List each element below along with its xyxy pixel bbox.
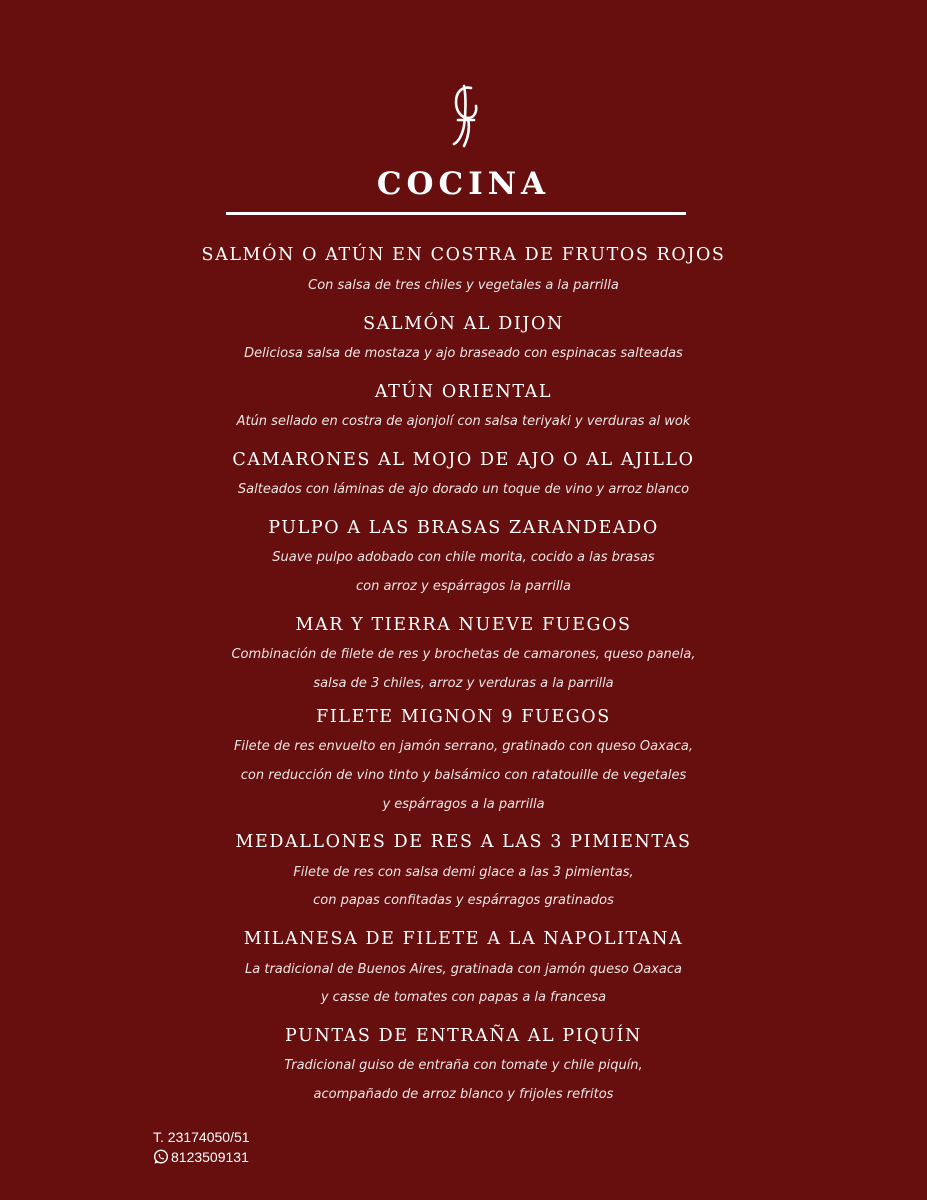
dish-description: acompañado de arroz blanco y frijoles refritos (313, 1087, 614, 1102)
dish-name: FILETE MIGNON 9 FUEGOS (316, 707, 611, 727)
dish-description: Suave pulpo adobado con chile morita, cocido a las brasas (272, 550, 655, 565)
whatsapp-row (153, 1147, 250, 1167)
phone-row (153, 1127, 250, 1147)
dish-name: SALMÓN AL DIJON (363, 314, 564, 334)
phone-number: T. 23174050/51 (153, 1129, 250, 1145)
nine-fuegos-logo-icon (444, 82, 484, 152)
dish-description: Tradicional guiso de entraña con tomate y chile piquín, (284, 1058, 643, 1073)
dish-name: MAR Y TIERRA NUEVE FUEGOS (295, 615, 632, 635)
dish-name: ATÚN ORIENTAL (374, 382, 553, 402)
dish-name: SALMÓN O ATÚN EN COSTRA DE FRUTOS ROJOS (201, 245, 726, 265)
whatsapp-icon (153, 1149, 169, 1165)
dish-description: Deliciosa salsa de mostaza y ajo braseado con espinacas salteadas (244, 346, 683, 361)
page-title: COCINA (376, 166, 551, 202)
contact-info (153, 1127, 250, 1167)
dish-description: Filete de res con salsa demi glace a las 3 pimientas, (293, 865, 634, 880)
dish-name: MEDALLONES DE RES A LAS 3 PIMIENTAS (235, 832, 692, 852)
dish-description: Salteados con láminas de ajo dorado un toque de vino y arroz blanco (237, 482, 690, 497)
dish-description: con papas confitadas y espárragos gratinados (313, 893, 614, 908)
logo (0, 82, 927, 152)
dish-description: Filete de res envuelto en jamón serrano, gratinado con queso Oaxaca, (233, 739, 694, 754)
dish-description: Con salsa de tres chiles y vegetales a la parrilla (308, 278, 619, 293)
dish-description: La tradicional de Buenos Aires, gratinada con jamón queso Oaxaca (245, 962, 682, 977)
dish-name: CAMARONES AL MOJO DE AJO O AL AJILLO (232, 450, 695, 470)
dish-name: PULPO A LAS BRASAS ZARANDEADO (268, 518, 659, 538)
whatsapp-number: 8123509131 (171, 1149, 249, 1165)
dish-description: y espárragos a la parrilla (382, 797, 545, 812)
dish-name: PUNTAS DE ENTRAÑA AL PIQUÍN (285, 1026, 642, 1046)
dish-description: Atún sellado en costra de ajonjolí con salsa teriyaki y verduras al wok (236, 414, 691, 429)
dish-description: con arroz y espárragos la parrilla (355, 579, 572, 594)
dish-description: salsa de 3 chiles, arroz y verduras a la parrilla (313, 676, 614, 691)
dish-name: MILANESA DE FILETE A LA NAPOLITANA (243, 929, 684, 949)
dish-description: con reducción de vino tinto y balsámico con ratatouille de vegetales (240, 768, 687, 783)
dish-description: y casse de tomates con papas a la francesa (320, 990, 607, 1005)
title-divider (226, 212, 686, 215)
dish-description: Combinación de filete de res y brochetas de camarones, queso panela, (231, 647, 696, 662)
